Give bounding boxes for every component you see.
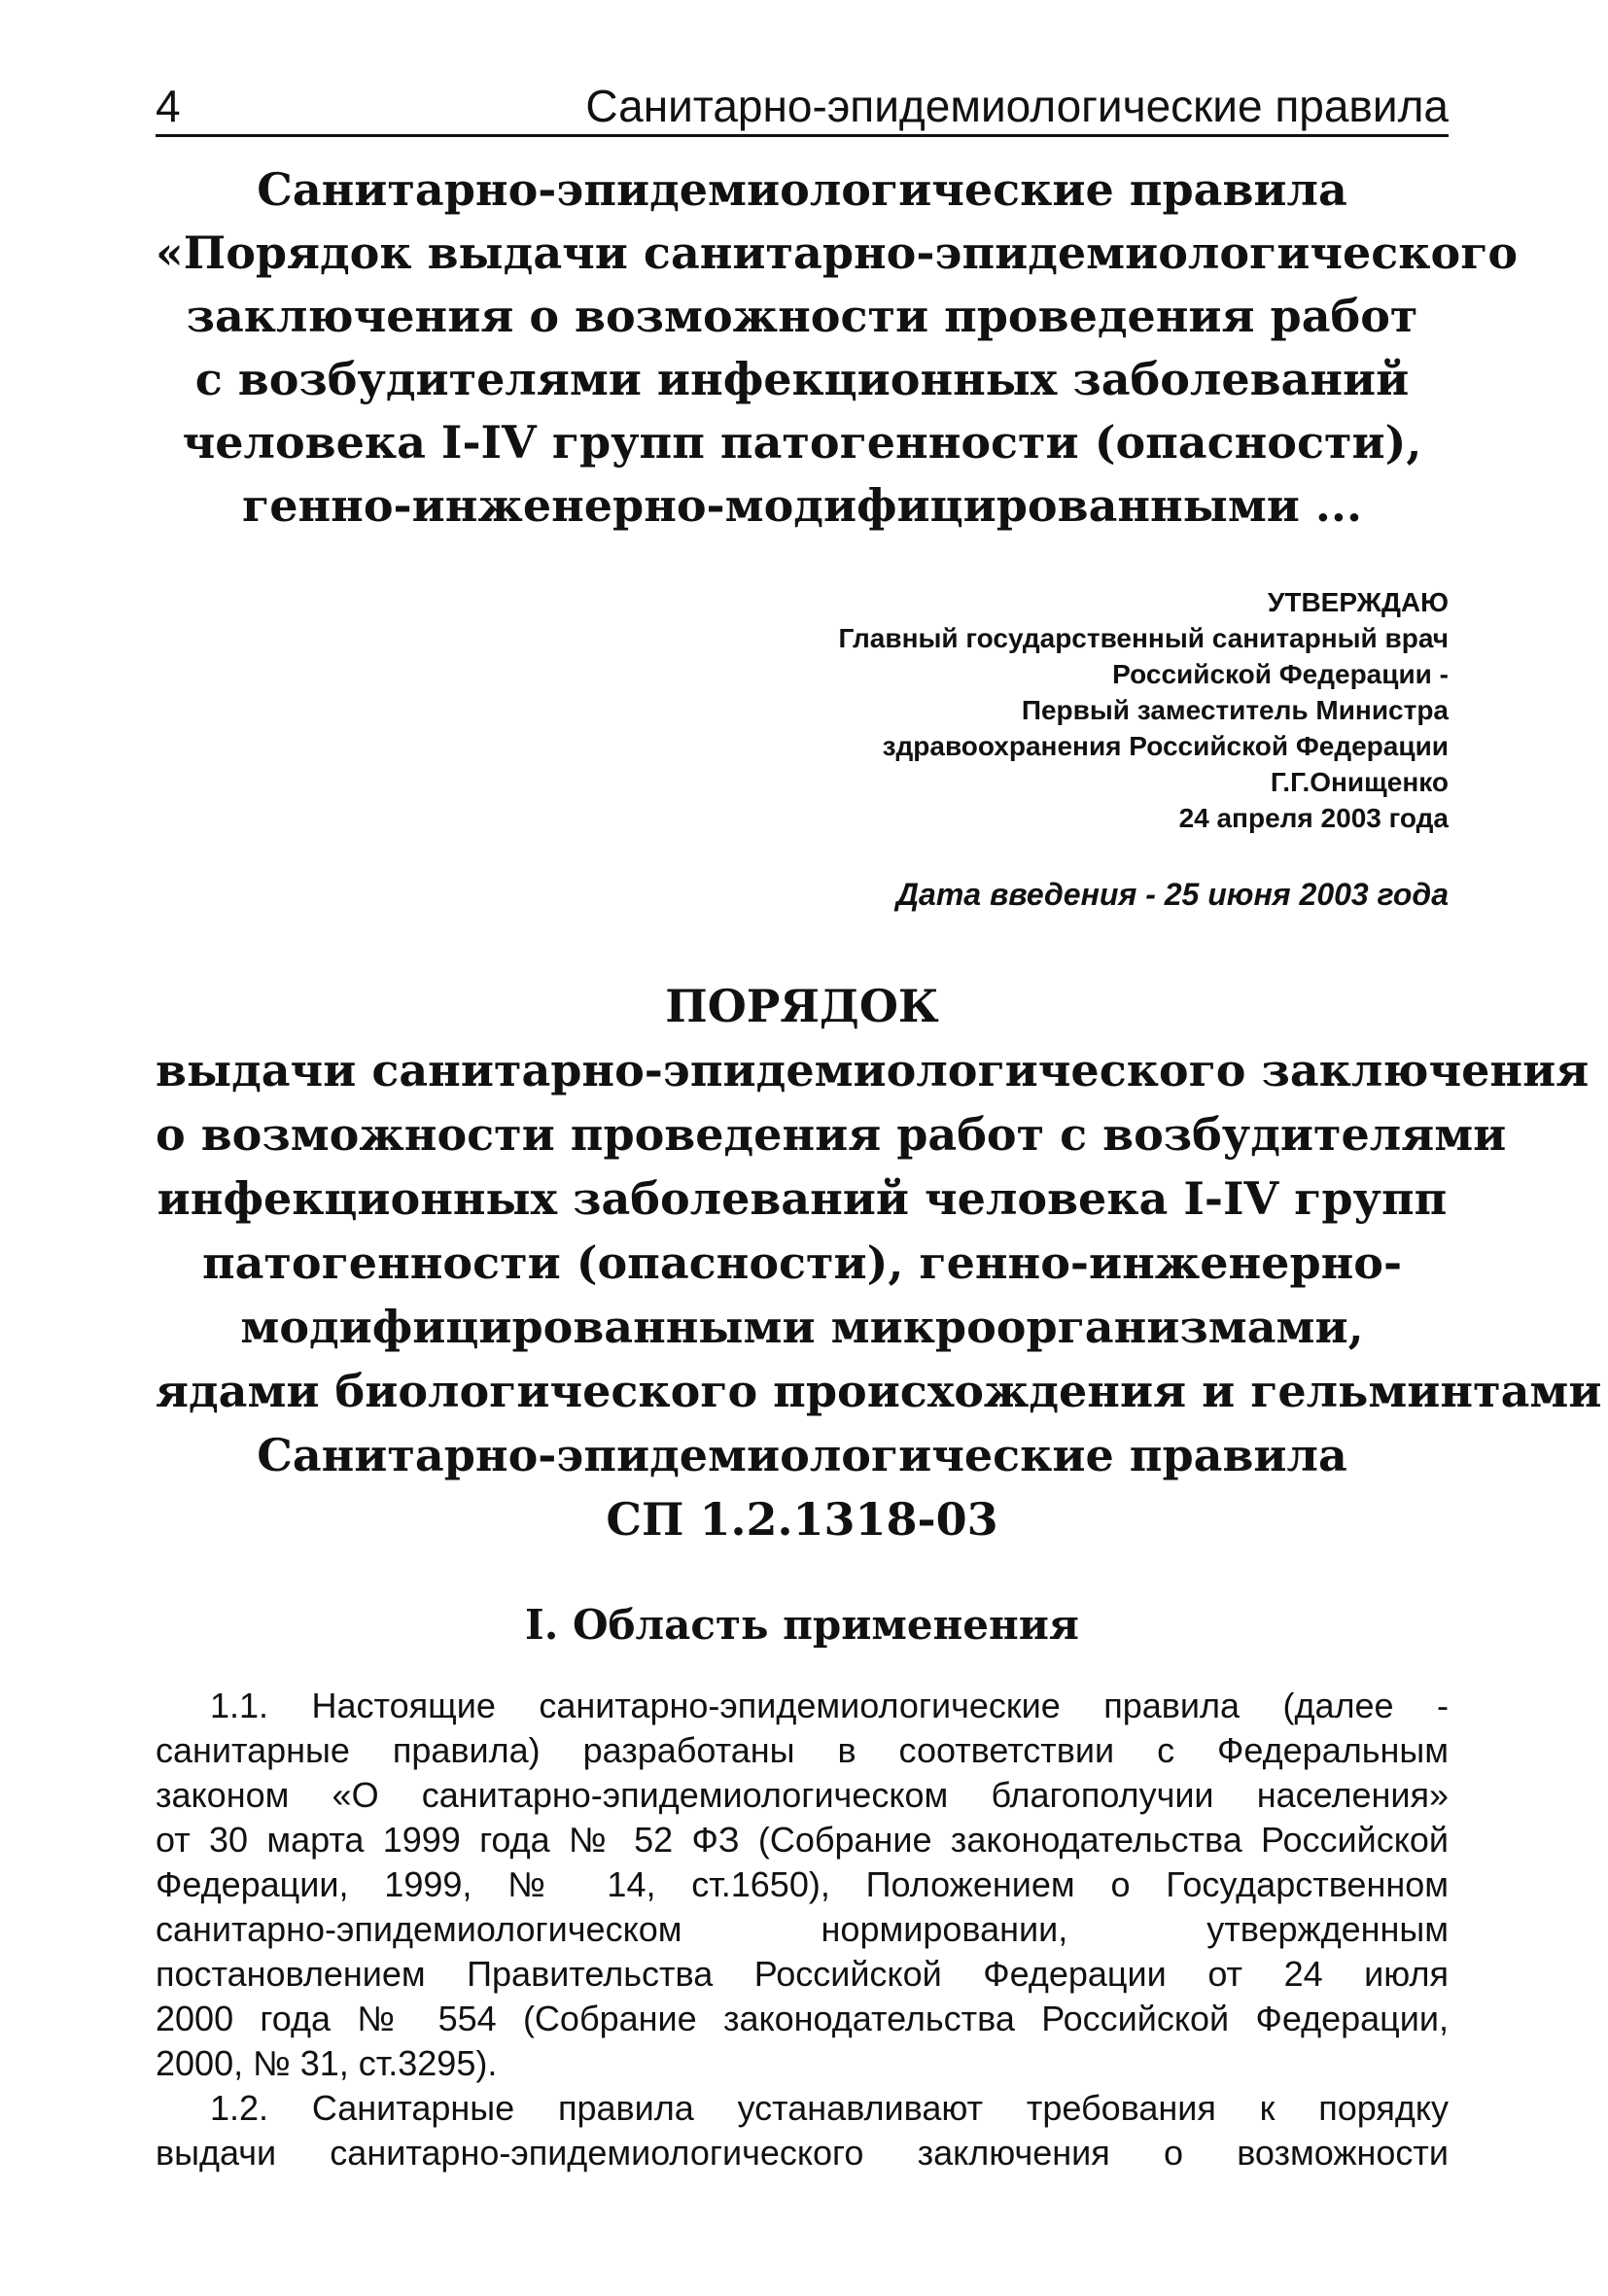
main-title-line: Санитарно-эпидемиологические правила bbox=[257, 1429, 1347, 1481]
document-title-line: генно-инженерно-модифицированными ... bbox=[242, 479, 1362, 532]
section-body bbox=[156, 1684, 1449, 2175]
main-title-line: СП 1.2.1318-03 bbox=[606, 1493, 998, 1546]
paragraph-line: 1.1. Настоящие санитарно-эпидемиологические правила (далее - bbox=[210, 1686, 1449, 1725]
page-number: 4 bbox=[156, 81, 181, 131]
approval-line: Российской Федерации - bbox=[1112, 659, 1449, 689]
main-title-line: инфекционных заболеваний человека I-IV групп bbox=[157, 1172, 1448, 1225]
main-title-line: выдачи санитарно-эпидемиологического заключения bbox=[156, 1044, 1590, 1096]
paragraph-1-1 bbox=[156, 1684, 1449, 2086]
document-title bbox=[156, 158, 1519, 538]
approval-line: здравоохранения Российской Федерации bbox=[882, 731, 1449, 761]
paragraph-line: санитарно-эпидемиологическом нормировании, утвержденным bbox=[156, 1909, 1449, 1949]
running-header bbox=[156, 78, 1449, 137]
paragraph-line: 2000, № 31, ст.3295). bbox=[156, 2043, 498, 2083]
section-heading: I. Область применения bbox=[525, 1601, 1079, 1649]
paragraph-line: постановлением Правительства Российской Федерации от 24 июля bbox=[156, 1954, 1449, 1994]
introduction-date: Дата введения - 25 июня 2003 года bbox=[895, 877, 1449, 912]
document-title-line: «Порядок выдачи санитарно-эпидемиологического bbox=[156, 226, 1519, 279]
paragraph-line: 1.2. Санитарные правила устанавливают требования к порядку bbox=[210, 2088, 1449, 2128]
main-title-line: ядами биологического происхождения и гельминтами bbox=[156, 1365, 1602, 1417]
paragraph-1-2 bbox=[156, 2086, 1449, 2175]
main-title bbox=[156, 974, 1602, 1551]
paragraph-line: 2000 года № 554 (Собрание законодательства Российской Федерации, bbox=[156, 1999, 1449, 2038]
running-title: Санитарно-эпидемиологические правила bbox=[585, 81, 1449, 131]
paragraph-line: законом «О санитарно-эпидемиологическом благополучии населения» bbox=[156, 1775, 1449, 1815]
document-title-line: человека I-IV групп патогенности (опасности), bbox=[182, 416, 1422, 469]
paragraph-line: Федерации, 1999, № 14, ст.1650), Положением о Государственном bbox=[156, 1864, 1449, 1904]
approval-line: УТВЕРЖДАЮ bbox=[1267, 587, 1449, 617]
document-title-line: заключения о возможности проведения работ bbox=[186, 290, 1418, 342]
document-title-line: с возбудителями инфекционных заболеваний bbox=[194, 353, 1410, 405]
approval-line: 24 апреля 2003 года bbox=[1178, 803, 1449, 833]
document-title-line: Санитарно-эпидемиологические правила bbox=[257, 163, 1347, 216]
approval-line: Первый заместитель Министра bbox=[1021, 695, 1449, 725]
document-page bbox=[156, 78, 1602, 2175]
main-title-line: патогенности (опасности), генно-инженерно- bbox=[201, 1236, 1403, 1289]
main-title-line: ПОРЯДОК bbox=[665, 980, 939, 1032]
approval-block bbox=[156, 584, 1449, 836]
approval-line: Г.Г.Онищенко bbox=[1270, 767, 1449, 797]
main-title-line: о возможности проведения работ с возбудителями bbox=[156, 1108, 1507, 1161]
paragraph-line: санитарные правила) разработаны в соответствии с Федеральным bbox=[156, 1730, 1449, 1770]
paragraph-line: от 30 марта 1999 года № 52 ФЗ (Собрание законодательства Российской bbox=[156, 1820, 1449, 1860]
paragraph-line: выдачи санитарно-эпидемиологического заключения о возможности bbox=[156, 2133, 1449, 2173]
approval-line: Главный государственный санитарный врач bbox=[838, 623, 1449, 653]
main-title-line: модифицированными микроорганизмами, bbox=[240, 1301, 1364, 1353]
